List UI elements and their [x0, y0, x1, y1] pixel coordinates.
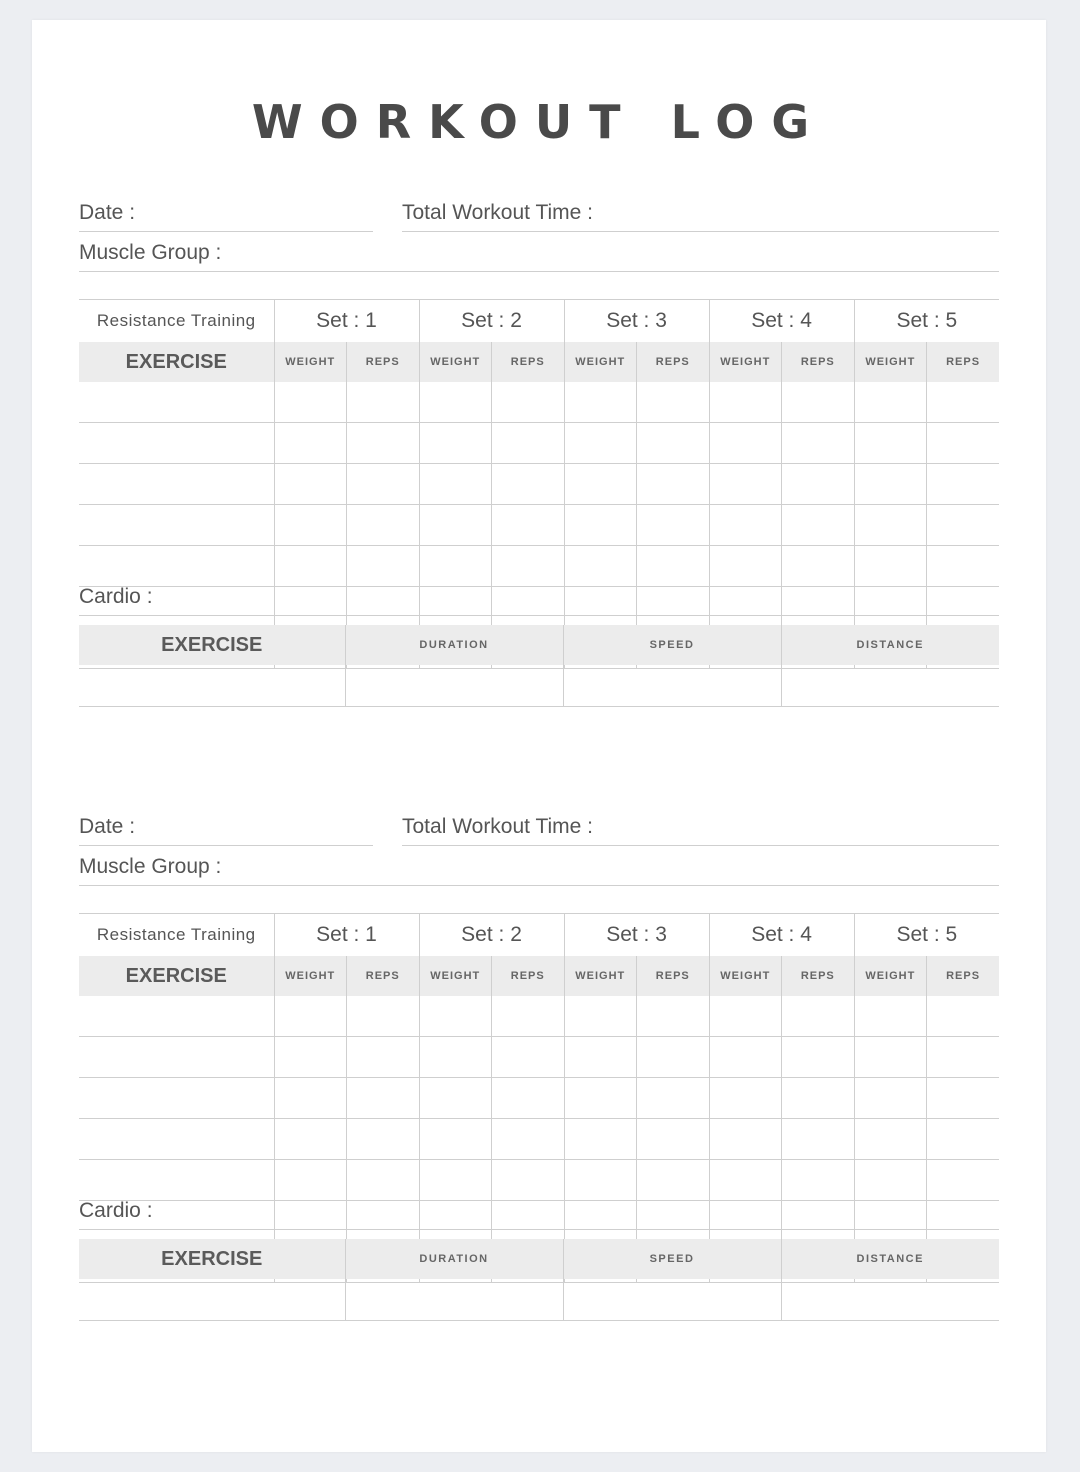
- column-header-row: [79, 956, 999, 996]
- exercise-row: [79, 382, 999, 423]
- weight-cell[interactable]: [564, 1160, 637, 1201]
- weight-cell[interactable]: [274, 464, 347, 505]
- weight-cell[interactable]: [419, 1037, 492, 1078]
- speed-header: SPEED: [563, 625, 781, 665]
- muscle-group-field[interactable]: [79, 855, 999, 886]
- set-header-row: [79, 300, 999, 343]
- reps-cell[interactable]: [347, 464, 420, 505]
- reps-cell[interactable]: [927, 382, 1000, 423]
- reps-cell[interactable]: [347, 1119, 420, 1160]
- exercise-row: [79, 1160, 999, 1201]
- reps-cell[interactable]: [347, 505, 420, 546]
- weight-cell[interactable]: [854, 464, 927, 505]
- total-workout-time-field[interactable]: [402, 201, 999, 232]
- reps-cell[interactable]: [492, 1160, 565, 1201]
- cardio-header-row: [79, 625, 999, 665]
- cardio-label: Cardio :: [79, 585, 153, 608]
- cardio-table: [79, 625, 999, 707]
- set-4-header: Set : 4: [709, 914, 854, 957]
- reps-cell[interactable]: [637, 1160, 710, 1201]
- exercise-row: [79, 1119, 999, 1160]
- weight-cell[interactable]: [709, 1078, 782, 1119]
- reps-cell[interactable]: [492, 1078, 565, 1119]
- exercise-cell[interactable]: [79, 505, 274, 546]
- exercise-cell[interactable]: [79, 423, 274, 464]
- reps-header-set-2: REPS: [492, 342, 565, 382]
- set-4-header: Set : 4: [709, 300, 854, 343]
- reps-cell[interactable]: [927, 1119, 1000, 1160]
- weight-cell[interactable]: [854, 382, 927, 423]
- reps-cell[interactable]: [782, 464, 855, 505]
- exercise-row: [79, 505, 999, 546]
- reps-cell[interactable]: [492, 382, 565, 423]
- weight-cell[interactable]: [854, 1160, 927, 1201]
- weight-cell[interactable]: [854, 1037, 927, 1078]
- weight-cell[interactable]: [274, 996, 347, 1037]
- cardio-row: [79, 665, 999, 707]
- weight-cell[interactable]: [274, 546, 347, 587]
- weight-cell[interactable]: [564, 1119, 637, 1160]
- exercise-cell[interactable]: [79, 1037, 274, 1078]
- muscle-group-label: Muscle Group :: [79, 241, 222, 264]
- muscle-group-field[interactable]: [79, 241, 999, 272]
- date-label: Date :: [79, 815, 136, 838]
- weight-header-set-3: WEIGHT: [564, 956, 637, 996]
- weight-cell[interactable]: [274, 1119, 347, 1160]
- set-5-header: Set : 5: [854, 914, 999, 957]
- reps-header-set-2: REPS: [492, 956, 565, 996]
- reps-cell[interactable]: [347, 1160, 420, 1201]
- weight-cell[interactable]: [854, 1119, 927, 1160]
- reps-cell[interactable]: [492, 996, 565, 1037]
- weight-cell[interactable]: [854, 546, 927, 587]
- exercise-cell[interactable]: [79, 1119, 274, 1160]
- reps-cell[interactable]: [637, 464, 710, 505]
- weight-cell[interactable]: [274, 382, 347, 423]
- reps-cell[interactable]: [637, 423, 710, 464]
- exercise-cell[interactable]: [79, 464, 274, 505]
- reps-cell[interactable]: [927, 996, 1000, 1037]
- duration-header: DURATION: [345, 625, 563, 665]
- reps-header-set-3: REPS: [637, 342, 710, 382]
- weight-header-set-5: WEIGHT: [854, 342, 927, 382]
- reps-header-set-1: REPS: [347, 342, 420, 382]
- exercise-cell[interactable]: [79, 1160, 274, 1201]
- reps-header-set-3: REPS: [637, 956, 710, 996]
- weight-cell[interactable]: [564, 1037, 637, 1078]
- reps-cell[interactable]: [782, 1119, 855, 1160]
- speed-cell[interactable]: [563, 1279, 781, 1321]
- reps-cell[interactable]: [637, 996, 710, 1037]
- weight-cell[interactable]: [564, 423, 637, 464]
- exercise-cell[interactable]: [79, 996, 274, 1037]
- reps-cell[interactable]: [927, 1160, 1000, 1201]
- reps-cell[interactable]: [492, 464, 565, 505]
- weight-cell[interactable]: [564, 505, 637, 546]
- reps-cell[interactable]: [637, 1037, 710, 1078]
- set-2-header: Set : 2: [419, 300, 564, 343]
- reps-cell[interactable]: [782, 382, 855, 423]
- weight-cell[interactable]: [709, 423, 782, 464]
- set-2-header: Set : 2: [419, 914, 564, 957]
- reps-cell[interactable]: [492, 1119, 565, 1160]
- cardio-exercise-cell[interactable]: [79, 665, 345, 707]
- weight-cell[interactable]: [419, 1160, 492, 1201]
- distance-header: DISTANCE: [781, 1239, 999, 1279]
- reps-cell[interactable]: [492, 546, 565, 587]
- weight-cell[interactable]: [419, 505, 492, 546]
- reps-cell[interactable]: [492, 1037, 565, 1078]
- reps-cell[interactable]: [347, 1037, 420, 1078]
- speed-cell[interactable]: [563, 665, 781, 707]
- distance-header: DISTANCE: [781, 625, 999, 665]
- date-field[interactable]: [79, 815, 373, 846]
- weight-cell[interactable]: [274, 423, 347, 464]
- date-field[interactable]: [79, 201, 373, 232]
- reps-cell[interactable]: [782, 1078, 855, 1119]
- workout-log-page: [32, 20, 1046, 1452]
- weight-header-set-1: WEIGHT: [274, 956, 347, 996]
- reps-cell[interactable]: [347, 996, 420, 1037]
- date-label: Date :: [79, 201, 136, 224]
- reps-header-set-1: REPS: [347, 956, 420, 996]
- reps-cell[interactable]: [927, 505, 1000, 546]
- exercise-cell[interactable]: [79, 382, 274, 423]
- weight-cell[interactable]: [419, 1119, 492, 1160]
- reps-header-set-4: REPS: [782, 956, 855, 996]
- reps-cell[interactable]: [782, 1160, 855, 1201]
- page-title: WORKOUT LOG: [251, 95, 827, 149]
- reps-cell[interactable]: [637, 1119, 710, 1160]
- weight-cell[interactable]: [419, 382, 492, 423]
- weight-header-set-3: WEIGHT: [564, 342, 637, 382]
- weight-cell[interactable]: [419, 423, 492, 464]
- reps-cell[interactable]: [637, 505, 710, 546]
- set-3-header: Set : 3: [564, 914, 709, 957]
- weight-header-set-2: WEIGHT: [419, 956, 492, 996]
- cardio-field[interactable]: [79, 583, 999, 616]
- exercise-header: EXERCISE: [79, 342, 274, 382]
- reps-cell[interactable]: [782, 546, 855, 587]
- reps-cell[interactable]: [782, 423, 855, 464]
- set-5-header: Set : 5: [854, 300, 999, 343]
- exercise-row: [79, 546, 999, 587]
- weight-cell[interactable]: [854, 996, 927, 1037]
- reps-cell[interactable]: [637, 546, 710, 587]
- reps-cell[interactable]: [927, 423, 1000, 464]
- weight-cell[interactable]: [564, 546, 637, 587]
- cardio-row: [79, 1279, 999, 1321]
- weight-cell[interactable]: [709, 505, 782, 546]
- weight-cell[interactable]: [854, 1078, 927, 1119]
- exercise-header: EXERCISE: [79, 956, 274, 996]
- column-header-row: [79, 342, 999, 382]
- weight-cell[interactable]: [419, 996, 492, 1037]
- exercise-row: [79, 996, 999, 1037]
- reps-header-set-5: REPS: [927, 956, 1000, 996]
- weight-cell[interactable]: [854, 423, 927, 464]
- weight-cell[interactable]: [564, 1078, 637, 1119]
- total-workout-time-label: Total Workout Time :: [402, 815, 594, 838]
- exercise-row: [79, 423, 999, 464]
- weight-cell[interactable]: [709, 546, 782, 587]
- weight-cell[interactable]: [709, 1119, 782, 1160]
- reps-cell[interactable]: [927, 1037, 1000, 1078]
- cardio-header-row: [79, 1239, 999, 1279]
- weight-cell[interactable]: [709, 464, 782, 505]
- set-3-header: Set : 3: [564, 300, 709, 343]
- weight-cell[interactable]: [274, 1037, 347, 1078]
- set-1-header: Set : 1: [274, 914, 419, 957]
- exercise-cell[interactable]: [79, 546, 274, 587]
- exercise-row: [79, 1037, 999, 1078]
- speed-header: SPEED: [563, 1239, 781, 1279]
- weight-cell[interactable]: [564, 996, 637, 1037]
- set-header-row: [79, 914, 999, 957]
- distance-cell[interactable]: [781, 1279, 999, 1321]
- reps-cell[interactable]: [492, 505, 565, 546]
- reps-cell[interactable]: [637, 382, 710, 423]
- exercise-row: [79, 1078, 999, 1119]
- reps-header-set-4: REPS: [782, 342, 855, 382]
- total-workout-time-label: Total Workout Time :: [402, 201, 594, 224]
- reps-cell[interactable]: [347, 546, 420, 587]
- duration-header: DURATION: [345, 1239, 563, 1279]
- set-1-header: Set : 1: [274, 300, 419, 343]
- weight-cell[interactable]: [419, 464, 492, 505]
- reps-cell[interactable]: [782, 1037, 855, 1078]
- reps-cell[interactable]: [782, 996, 855, 1037]
- reps-cell[interactable]: [927, 464, 1000, 505]
- weight-header-set-2: WEIGHT: [419, 342, 492, 382]
- muscle-group-label: Muscle Group :: [79, 855, 222, 878]
- duration-cell[interactable]: [345, 1279, 563, 1321]
- weight-cell[interactable]: [709, 1160, 782, 1201]
- weight-header-set-5: WEIGHT: [854, 956, 927, 996]
- weight-cell[interactable]: [709, 996, 782, 1037]
- distance-cell[interactable]: [781, 665, 999, 707]
- weight-cell[interactable]: [274, 1160, 347, 1201]
- reps-cell[interactable]: [347, 382, 420, 423]
- weight-cell[interactable]: [854, 505, 927, 546]
- cardio-field[interactable]: [79, 1197, 999, 1230]
- cardio-exercise-header: EXERCISE: [79, 625, 345, 665]
- weight-cell[interactable]: [564, 464, 637, 505]
- reps-cell[interactable]: [347, 423, 420, 464]
- reps-cell[interactable]: [347, 1078, 420, 1119]
- cardio-table: [79, 1239, 999, 1321]
- reps-cell[interactable]: [782, 505, 855, 546]
- weight-cell[interactable]: [274, 505, 347, 546]
- resistance-training-label: Resistance Training: [79, 300, 274, 343]
- weight-cell[interactable]: [709, 382, 782, 423]
- weight-header-set-4: WEIGHT: [709, 342, 782, 382]
- cardio-label: Cardio :: [79, 1199, 153, 1222]
- total-workout-time-field[interactable]: [402, 815, 999, 846]
- reps-cell[interactable]: [927, 1078, 1000, 1119]
- weight-header-set-4: WEIGHT: [709, 956, 782, 996]
- reps-cell[interactable]: [637, 1078, 710, 1119]
- reps-cell[interactable]: [927, 546, 1000, 587]
- weight-header-set-1: WEIGHT: [274, 342, 347, 382]
- reps-header-set-5: REPS: [927, 342, 1000, 382]
- resistance-training-label: Resistance Training: [79, 914, 274, 957]
- duration-cell[interactable]: [345, 665, 563, 707]
- exercise-cell[interactable]: [79, 1078, 274, 1119]
- weight-cell[interactable]: [564, 382, 637, 423]
- weight-cell[interactable]: [274, 1078, 347, 1119]
- weight-cell[interactable]: [709, 1037, 782, 1078]
- weight-cell[interactable]: [419, 546, 492, 587]
- reps-cell[interactable]: [492, 423, 565, 464]
- weight-cell[interactable]: [419, 1078, 492, 1119]
- cardio-exercise-header: EXERCISE: [79, 1239, 345, 1279]
- exercise-row: [79, 464, 999, 505]
- cardio-exercise-cell[interactable]: [79, 1279, 345, 1321]
